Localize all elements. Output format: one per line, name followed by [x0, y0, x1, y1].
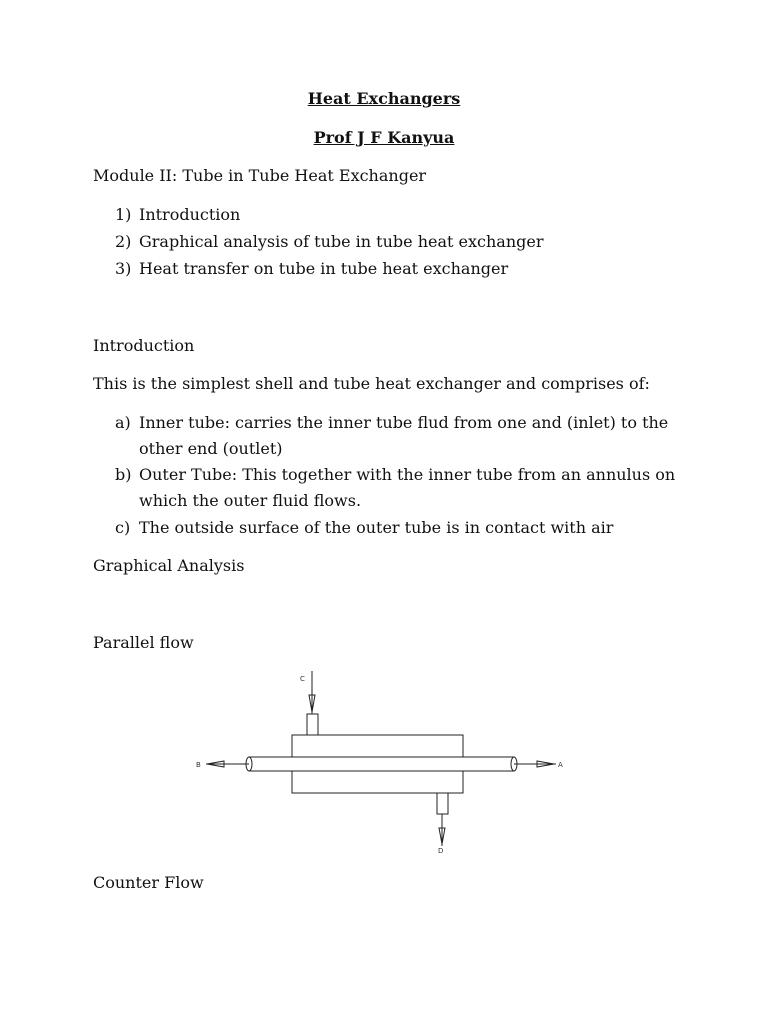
parallel-flow-heading: Parallel flow — [93, 633, 194, 652]
graphical-analysis-heading: Graphical Analysis — [93, 556, 245, 575]
component-line: which the outer fluid flows. — [139, 491, 362, 510]
counter-flow-heading: Counter Flow — [93, 873, 204, 892]
label-c: C — [300, 675, 305, 683]
toc-text: Graphical analysis of tube in tube heat exchanger — [139, 232, 544, 251]
component-marker: b) — [115, 465, 132, 484]
toc-text: Introduction — [139, 205, 241, 224]
document-title: Heat Exchangers — [307, 89, 461, 108]
module-heading: Module II: Tube in Tube Heat Exchanger — [93, 166, 427, 185]
component-marker: c) — [115, 518, 131, 537]
toc-text: Heat transfer on tube in tube heat exchanger — [139, 259, 509, 278]
toc-marker: 3) — [115, 259, 132, 278]
intro-paragraph: This is the simplest shell and tube heat exchanger and comprises of: — [93, 374, 650, 393]
toc-marker: 1) — [115, 205, 132, 224]
inner-tube — [249, 757, 514, 771]
inlet-nozzle — [307, 714, 318, 735]
intro-heading: Introduction — [93, 336, 195, 355]
toc-marker: 2) — [115, 232, 132, 251]
document-author: Prof J F Kanyua — [313, 128, 455, 147]
label-d: D — [438, 847, 444, 855]
component-marker: a) — [115, 413, 131, 432]
parallel-flow-diagram — [190, 668, 580, 858]
outlet-nozzle — [437, 793, 448, 814]
component-line: other end (outlet) — [139, 439, 283, 458]
label-b: B — [196, 761, 201, 769]
component-line: The outside surface of the outer tube is in contact with air — [139, 518, 614, 537]
component-line: Outer Tube: This together with the inner tube from an annulus on — [139, 465, 676, 484]
label-a: A — [558, 761, 563, 769]
component-line: Inner tube: carries the inner tube flud from one and (inlet) to the — [139, 413, 669, 432]
